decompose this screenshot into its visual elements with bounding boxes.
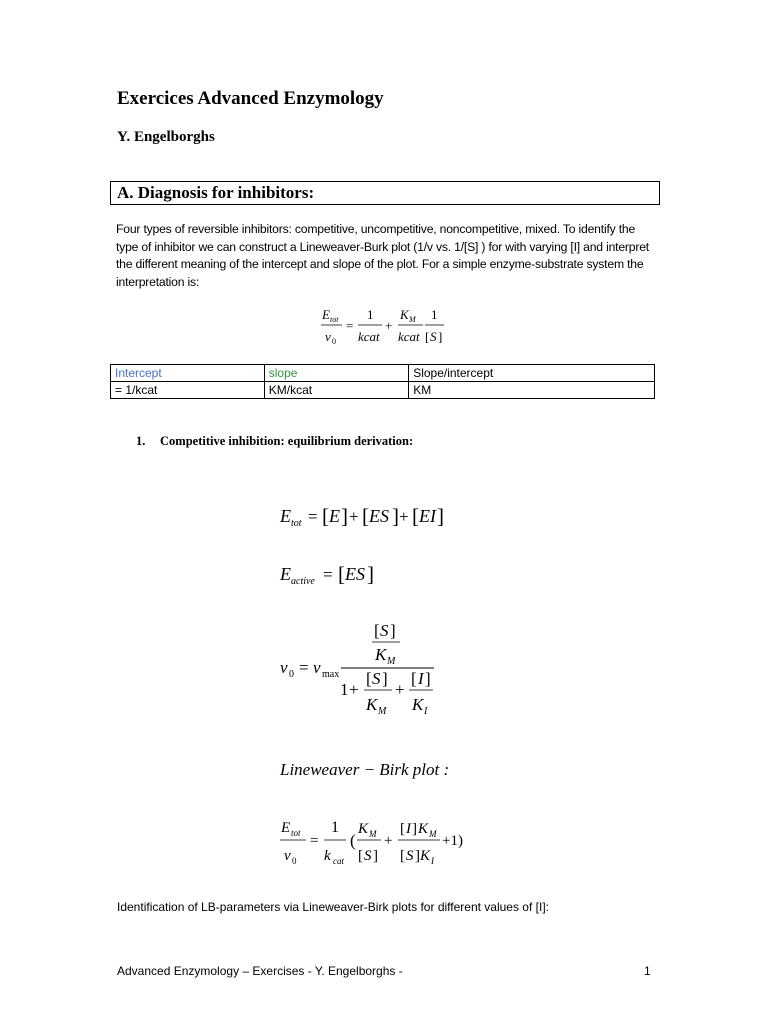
svg-text:[: [ [362,504,369,528]
svg-text:I: I [431,856,434,866]
svg-text:K: K [366,695,378,714]
svg-text:+1): +1) [442,833,463,849]
document-title: Exercices Advanced Enzymology [117,88,384,109]
equation-lb-basic [318,302,458,348]
svg-text:I: I [424,706,428,717]
svg-text:1: 1 [331,819,339,836]
equation-lb-competitive [278,812,488,868]
svg-text:kcat: kcat [398,329,420,344]
svg-text:[: [ [338,562,345,586]
svg-text:K: K [400,307,409,322]
svg-text:E: E [329,506,340,526]
svg-text:S: S [430,329,437,344]
svg-text:]: ] [392,504,399,528]
list-item-label: Competitive inhibition: equilibrium derivation: [160,434,414,448]
equation-eactive [278,560,388,592]
svg-text:]: ] [341,504,348,528]
svg-text:active: active [291,576,315,587]
svg-text:1: 1 [367,307,374,322]
cell-slope: KM/kcat [264,382,408,399]
svg-text:+: + [395,680,405,699]
svg-text:]: ] [425,669,431,688]
cell-intercept: = 1/kcat [111,382,265,399]
svg-text:[: [ [412,504,419,528]
svg-text:M: M [378,706,387,717]
svg-text:K: K [358,821,369,837]
svg-text:K: K [412,695,424,714]
svg-text:E: E [280,564,291,584]
svg-text:[: [ [425,329,430,344]
svg-text:]: ] [367,562,374,586]
table-row [111,382,655,399]
svg-text:]: ] [415,848,420,864]
header-intercept: Intercept [111,365,265,382]
svg-text:[: [ [322,504,329,528]
svg-text:+: + [384,833,393,849]
svg-text:v: v [313,658,321,677]
svg-text:[: [ [366,669,372,688]
svg-text:+: + [399,507,409,526]
svg-text:S: S [372,669,381,688]
svg-text:]: ] [390,621,396,640]
svg-text:]: ] [438,329,443,344]
svg-text:tot: tot [291,518,302,529]
table-header-row [111,365,655,382]
list-item-competitive [136,434,413,449]
svg-text:S: S [406,848,414,864]
svg-text:K: K [420,848,431,864]
svg-text:]: ] [412,821,417,837]
svg-text:0: 0 [332,337,336,346]
svg-text:S: S [380,621,389,640]
equation-etot [278,500,458,532]
svg-text:1: 1 [340,680,349,699]
svg-text:tot: tot [330,315,339,324]
author-name: Y. Engelborghs [117,129,215,145]
svg-text:=: = [310,833,319,849]
section-heading: A. Diagnosis for inhibitors: [110,181,660,205]
list-number: 1. [136,434,146,448]
svg-text:]: ] [437,504,444,528]
page-number: 1 [644,964,651,978]
svg-text:[: [ [374,621,380,640]
cell-slope-intercept: KM [409,382,655,399]
intro-paragraph: Four types of reversible inhibitors: competitive, uncompetitive, noncompetitive, mixed. To identify the type of inhibitor we can construct a Lineweaver-Burk plot (1/v vs. 1/[S] ) for with varying [I] and interpret the different meaning of the intercept and slope of the plot. For a simple enzyme-substrate system the interpretation is: [116,222,649,289]
header-slope-intercept: Slope/intercept [409,365,655,382]
svg-text:K: K [418,821,429,837]
svg-text:[: [ [400,848,405,864]
svg-text:max: max [322,669,340,680]
svg-text:k: k [324,848,331,864]
svg-text:+: + [385,318,393,333]
svg-text:[: [ [411,669,417,688]
parameter-table [110,364,655,399]
svg-text:=: = [299,658,309,677]
svg-text:+: + [349,507,359,526]
svg-text:K: K [375,645,387,664]
equation-v0 [278,618,448,722]
svg-text:0: 0 [292,856,297,866]
svg-text:]: ] [373,848,378,864]
svg-text:+: + [349,680,359,699]
identification-text: Identification of LB-parameters via Lineweaver-Birk plots for different values of [I]: [117,900,549,914]
svg-text:E: E [280,506,291,526]
svg-text:v: v [284,848,291,864]
svg-text:=: = [346,318,354,333]
svg-text:EI: EI [419,506,436,526]
svg-text:[: [ [358,848,363,864]
svg-text:=: = [323,565,333,584]
page-footer: Advanced Enzymology – Exercises - Y. Engelborghs - [117,964,403,978]
svg-text:I: I [406,821,411,837]
svg-text:S: S [364,848,372,864]
svg-text:M: M [387,656,396,667]
svg-text:(: ( [350,831,356,850]
svg-text:tot: tot [291,828,301,838]
svg-text:=: = [308,507,318,526]
svg-text:ES: ES [345,564,365,584]
svg-text:0: 0 [289,669,294,680]
svg-text:M: M [369,829,377,839]
svg-text:M: M [429,829,437,839]
svg-text:v: v [280,658,288,677]
svg-text:M: M [409,315,416,324]
lineweaver-plot-label: Lineweaver − Birk plot : [280,760,450,779]
header-slope: slope [264,365,408,382]
svg-text:1: 1 [431,307,438,322]
svg-text:ES: ES [369,506,389,526]
eq-etot-num: E [322,307,330,322]
svg-text:I: I [418,669,424,688]
svg-text:E: E [281,820,291,836]
svg-text:v: v [325,329,331,344]
svg-text:]: ] [382,669,388,688]
svg-text:[: [ [400,821,405,837]
svg-text:kcat: kcat [358,329,380,344]
svg-text:cat: cat [333,856,344,866]
